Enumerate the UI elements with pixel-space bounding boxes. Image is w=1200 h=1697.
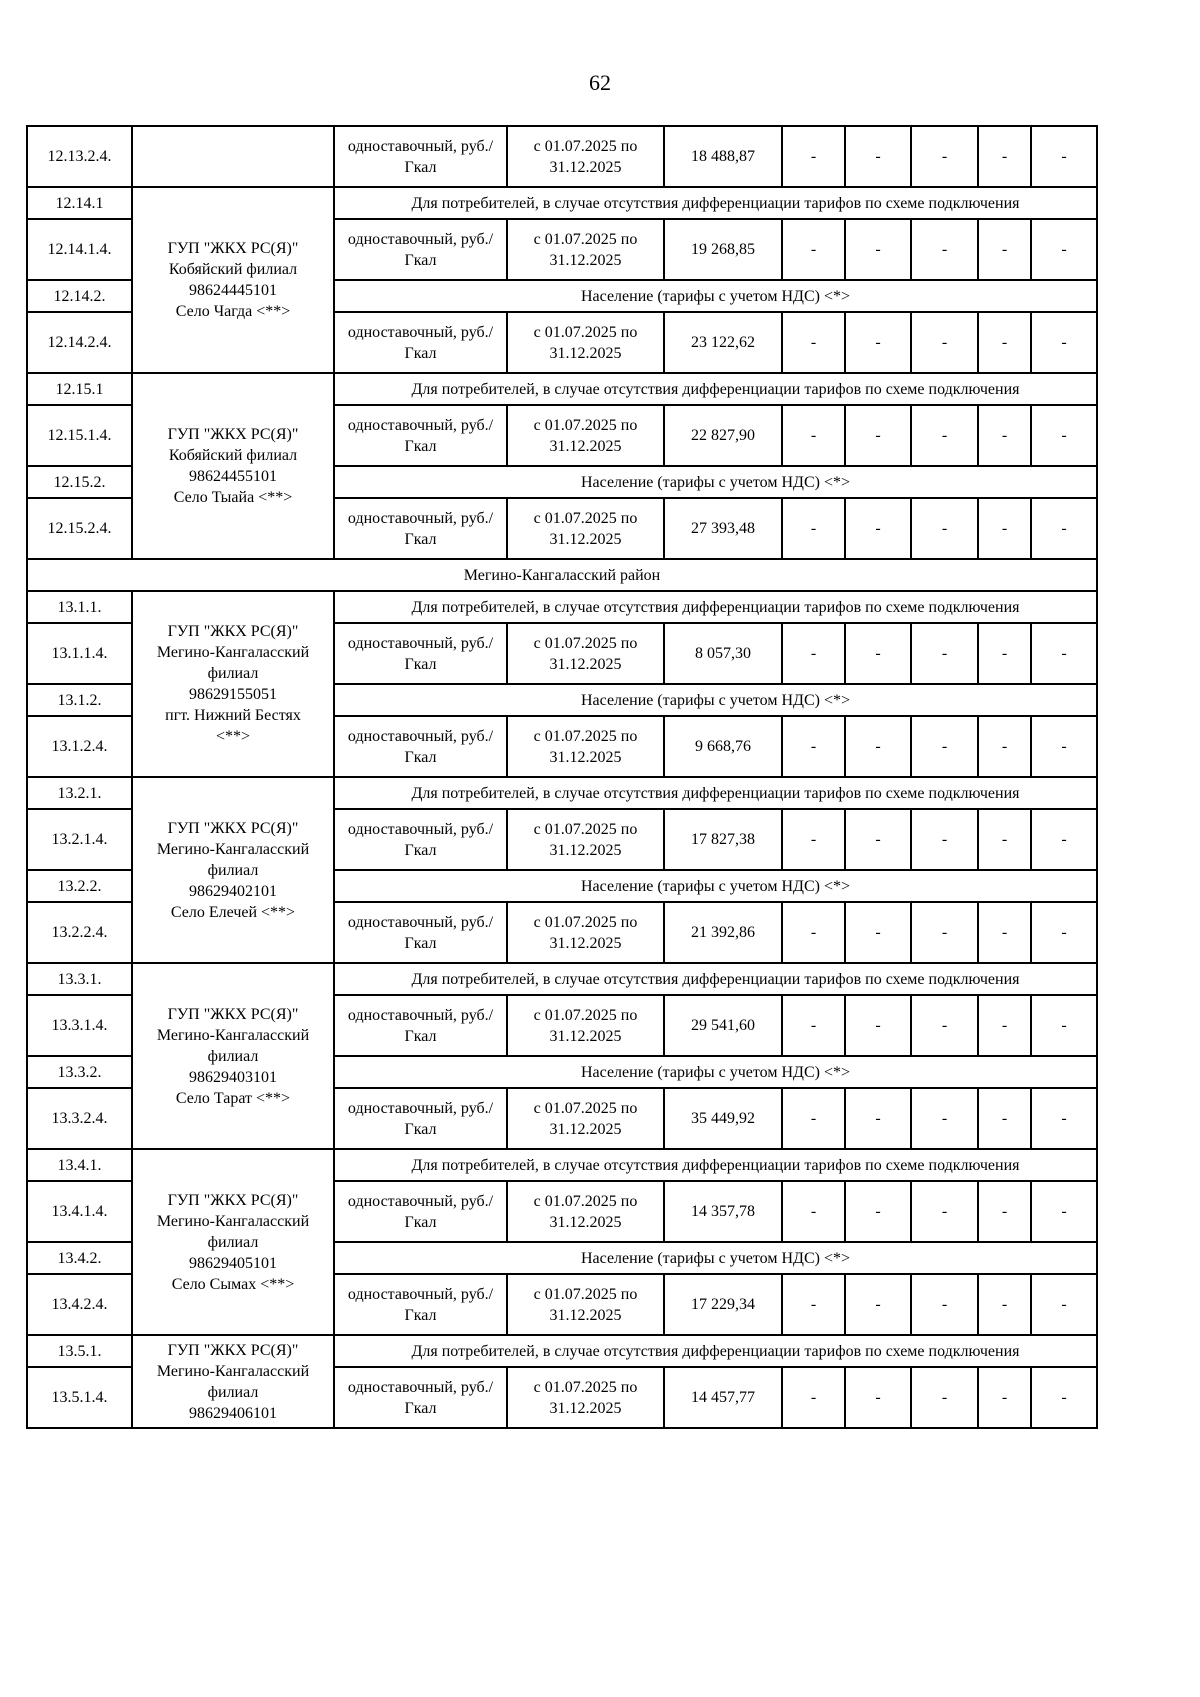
empty-value-cell: -	[782, 716, 845, 777]
tariff-period: с 01.07.2025 по 31.12.2025	[507, 809, 664, 870]
consumer-group-label: Для потребителей, в случае отсутствия дифференциации тарифов по схеме подключения	[334, 591, 1097, 623]
row-number: 13.2.2.4.	[27, 902, 132, 963]
empty-value-cell: -	[845, 1181, 911, 1242]
empty-value-cell: -	[911, 1367, 978, 1428]
row-number: 13.1.1.	[27, 591, 132, 623]
empty-value-cell: -	[911, 312, 978, 373]
tariff-type: одноставочный, руб./Гкал	[334, 498, 507, 559]
organization-line: 98624455101	[189, 468, 277, 485]
empty-value-cell: -	[978, 312, 1031, 373]
tariff-type: одноставочный, руб./Гкал	[334, 126, 507, 187]
organization-cell	[132, 126, 334, 187]
organization-cell	[132, 373, 334, 559]
consumer-group-label: Население (тарифы с учетом НДС) <*>	[334, 466, 1097, 498]
row-number: 12.15.1.4.	[27, 405, 132, 466]
organization-line: Село Сымах <**>	[171, 1275, 295, 1293]
empty-value-cell: -	[911, 1181, 978, 1242]
tariff-type: одноставочный, руб./Гкал	[334, 312, 507, 373]
organization-line: Мегино-Кангаласский	[156, 1212, 310, 1230]
row-number: 13.4.1.4.	[27, 1181, 132, 1242]
tariff-type: одноставочный, руб./Гкал	[334, 405, 507, 466]
tariff-value: 14 357,78	[664, 1181, 782, 1242]
tariff-period: с 01.07.2025 по 31.12.2025	[507, 995, 664, 1056]
tariff-table	[26, 125, 1098, 1429]
tariff-period: с 01.07.2025 по 31.12.2025	[507, 623, 664, 684]
empty-value-cell: -	[978, 405, 1031, 466]
consumer-group-label: Население (тарифы с учетом НДС) <*>	[334, 684, 1097, 716]
tariff-type: одноставочный, руб./Гкал	[334, 1274, 507, 1335]
organization-cell	[132, 1149, 334, 1335]
empty-value-cell: -	[845, 1274, 911, 1335]
empty-value-cell: -	[978, 716, 1031, 777]
organization-cell	[132, 1335, 334, 1428]
row-number: 13.2.1.	[27, 777, 132, 809]
tariff-period: с 01.07.2025 по 31.12.2025	[507, 1367, 664, 1428]
empty-value-cell: -	[845, 902, 911, 963]
row-number: 13.4.2.	[27, 1242, 132, 1274]
row-number: 13.4.1.	[27, 1149, 132, 1181]
organization-line: ГУП "ЖКХ РС(Я)"	[167, 1005, 299, 1023]
empty-value-cell: -	[1031, 1088, 1097, 1149]
group-header-row	[27, 963, 1097, 995]
consumer-group-label: Для потребителей, в случае отсутствия дифференциации тарифов по схеме подключения	[334, 1149, 1097, 1181]
empty-value-cell: -	[1031, 219, 1097, 280]
tariff-type: одноставочный, руб./Гкал	[334, 623, 507, 684]
organization-line: пгт. Нижний Бестях	[165, 707, 301, 724]
tariff-value: 8 057,30	[664, 623, 782, 684]
row-number: 12.14.2.4.	[27, 312, 132, 373]
empty-value-cell: -	[911, 405, 978, 466]
group-header-row	[27, 777, 1097, 809]
empty-value-cell: -	[782, 1367, 845, 1428]
empty-value-cell: -	[978, 902, 1031, 963]
consumer-group-label: Население (тарифы с учетом НДС) <*>	[334, 280, 1097, 312]
empty-value-cell: -	[978, 219, 1031, 280]
group-header-row	[27, 1335, 1097, 1367]
row-number: 13.1.2.4.	[27, 716, 132, 777]
consumer-group-label: Для потребителей, в случае отсутствия дифференциации тарифов по схеме подключения	[334, 1335, 1097, 1367]
tariff-type: одноставочный, руб./Гкал	[334, 1181, 507, 1242]
empty-value-cell: -	[1031, 1274, 1097, 1335]
tariff-period: с 01.07.2025 по 31.12.2025	[507, 1181, 664, 1242]
empty-value-cell: -	[1031, 1181, 1097, 1242]
empty-value-cell: -	[978, 1181, 1031, 1242]
organization-line: Село Елечей <**>	[170, 903, 296, 921]
row-number: 12.15.1	[27, 373, 132, 405]
tariff-value: 18 488,87	[664, 126, 782, 187]
group-header-row	[27, 373, 1097, 405]
empty-value-cell: -	[1031, 716, 1097, 777]
row-number: 13.3.2.	[27, 1056, 132, 1088]
organization-line: ГУП "ЖКХ РС(Я)"	[167, 1191, 299, 1209]
empty-value-cell: -	[978, 995, 1031, 1056]
organization-line: ГУП "ЖКХ РС(Я)"	[167, 240, 299, 257]
organization-line: Мегино-Кангаласский	[156, 1362, 310, 1380]
organization-line: ГУП "ЖКХ РС(Я)"	[167, 623, 299, 640]
empty-value-cell: -	[782, 312, 845, 373]
tariff-value: 29 541,60	[664, 995, 782, 1056]
empty-value-cell: -	[845, 995, 911, 1056]
consumer-group-label: Население (тарифы с учетом НДС) <*>	[334, 1056, 1097, 1088]
row-number: 13.1.2.	[27, 684, 132, 716]
organization-line: Мегино-Кангаласский	[156, 644, 310, 661]
tariff-type: одноставочный, руб./Гкал	[334, 902, 507, 963]
empty-value-cell: -	[1031, 902, 1097, 963]
tariff-type: одноставочный, руб./Гкал	[334, 809, 507, 870]
organization-line: филиал	[207, 1047, 259, 1065]
tariff-period: с 01.07.2025 по 31.12.2025	[507, 219, 664, 280]
consumer-group-label: Для потребителей, в случае отсутствия дифференциации тарифов по схеме подключения	[334, 777, 1097, 809]
organization-line: ГУП "ЖКХ РС(Я)"	[167, 1341, 299, 1359]
tariff-period: с 01.07.2025 по 31.12.2025	[507, 498, 664, 559]
row-number: 12.14.1.4.	[27, 219, 132, 280]
tariff-type: одноставочный, руб./Гкал	[334, 995, 507, 1056]
organization-line: Кобяйский филиал	[168, 261, 298, 278]
organization-line: ГУП "ЖКХ РС(Я)"	[167, 426, 299, 443]
empty-value-cell: -	[845, 809, 911, 870]
row-number: 13.3.1.	[27, 963, 132, 995]
row-number: 12.14.2.	[27, 280, 132, 312]
row-number: 13.3.1.4.	[27, 995, 132, 1056]
empty-value-cell: -	[1031, 995, 1097, 1056]
empty-value-cell: -	[782, 995, 845, 1056]
row-number: 12.15.2.4.	[27, 498, 132, 559]
tariff-value: 14 457,77	[664, 1367, 782, 1428]
organization-line: Село Чагда <**>	[175, 303, 291, 320]
tariff-value: 19 268,85	[664, 219, 782, 280]
district-header: Мегино-Кангаласский район	[27, 559, 1097, 591]
consumer-group-label: Население (тарифы с учетом НДС) <*>	[334, 1242, 1097, 1274]
empty-value-cell: -	[1031, 312, 1097, 373]
empty-value-cell: -	[782, 1088, 845, 1149]
row-number: 13.2.1.4.	[27, 809, 132, 870]
row-number: 12.15.2.	[27, 466, 132, 498]
tariff-value: 35 449,92	[664, 1088, 782, 1149]
organization-cell	[132, 777, 334, 963]
empty-value-cell: -	[1031, 498, 1097, 559]
empty-value-cell: -	[978, 126, 1031, 187]
row-number: 13.1.1.4.	[27, 623, 132, 684]
empty-value-cell: -	[782, 498, 845, 559]
group-header-row	[27, 591, 1097, 623]
empty-value-cell: -	[845, 312, 911, 373]
organization-line: Мегино-Кангаласский	[156, 840, 310, 858]
empty-value-cell: -	[978, 1367, 1031, 1428]
empty-value-cell: -	[1031, 126, 1097, 187]
organization-line: Село Тыайа <**>	[173, 489, 293, 506]
empty-value-cell: -	[845, 498, 911, 559]
tariff-type: одноставочный, руб./Гкал	[334, 716, 507, 777]
organization-cell	[132, 963, 334, 1149]
section-row	[27, 559, 1097, 591]
empty-value-cell: -	[782, 219, 845, 280]
empty-value-cell: -	[911, 1088, 978, 1149]
empty-value-cell: -	[911, 809, 978, 870]
organization-line: ГУП "ЖКХ РС(Я)"	[167, 819, 299, 837]
empty-value-cell: -	[782, 902, 845, 963]
organization-line: филиал	[207, 665, 259, 682]
empty-value-cell: -	[782, 1181, 845, 1242]
tariff-value: 17 229,34	[664, 1274, 782, 1335]
group-header-row	[27, 1149, 1097, 1181]
empty-value-cell: -	[911, 716, 978, 777]
empty-value-cell: -	[1031, 405, 1097, 466]
empty-value-cell: -	[911, 126, 978, 187]
tariff-type: одноставочный, руб./Гкал	[334, 1088, 507, 1149]
consumer-group-label: Для потребителей, в случае отсутствия дифференциации тарифов по схеме подключения	[334, 373, 1097, 405]
empty-value-cell: -	[782, 1274, 845, 1335]
empty-value-cell: -	[845, 716, 911, 777]
empty-value-cell: -	[911, 995, 978, 1056]
tariff-period: с 01.07.2025 по 31.12.2025	[507, 716, 664, 777]
empty-value-cell: -	[845, 405, 911, 466]
organization-line: 98629403101	[189, 1068, 277, 1086]
organization-line: филиал	[207, 1383, 259, 1401]
empty-value-cell: -	[911, 498, 978, 559]
empty-value-cell: -	[1031, 809, 1097, 870]
empty-value-cell: -	[782, 809, 845, 870]
empty-value-cell: -	[845, 219, 911, 280]
row-number: 13.2.2.	[27, 870, 132, 902]
organization-line: 98629406101	[189, 1404, 277, 1422]
empty-value-cell: -	[978, 498, 1031, 559]
organization-line: 98629402101	[189, 882, 277, 900]
tariff-value: 17 827,38	[664, 809, 782, 870]
empty-value-cell: -	[845, 623, 911, 684]
organization-cell	[132, 591, 334, 777]
tariff-period: с 01.07.2025 по 31.12.2025	[507, 1274, 664, 1335]
empty-value-cell: -	[911, 1274, 978, 1335]
tariff-value: 27 393,48	[664, 498, 782, 559]
empty-value-cell: -	[845, 1367, 911, 1428]
empty-value-cell: -	[978, 1274, 1031, 1335]
group-header-row	[27, 187, 1097, 219]
row-number: 12.13.2.4.	[27, 126, 132, 187]
organization-line: филиал	[207, 1233, 259, 1251]
empty-value-cell: -	[911, 623, 978, 684]
organization-line: Село Тарат <**>	[175, 1089, 291, 1107]
empty-value-cell: -	[1031, 623, 1097, 684]
table-row	[27, 126, 1097, 187]
page-number: 62	[589, 70, 611, 95]
row-number: 13.3.2.4.	[27, 1088, 132, 1149]
empty-value-cell: -	[782, 405, 845, 466]
row-number: 13.5.1.4.	[27, 1367, 132, 1428]
organization-line: 98624445101	[189, 282, 277, 299]
empty-value-cell: -	[911, 219, 978, 280]
tariff-period: с 01.07.2025 по 31.12.2025	[507, 902, 664, 963]
tariff-value: 22 827,90	[664, 405, 782, 466]
row-number: 12.14.1	[27, 187, 132, 219]
consumer-group-label: Население (тарифы с учетом НДС) <*>	[334, 870, 1097, 902]
consumer-group-label: Для потребителей, в случае отсутствия дифференциации тарифов по схеме подключения	[334, 187, 1097, 219]
organization-line: 98629155051	[189, 686, 277, 703]
empty-value-cell: -	[782, 623, 845, 684]
tariff-period: с 01.07.2025 по 31.12.2025	[507, 312, 664, 373]
empty-value-cell: -	[978, 623, 1031, 684]
tariff-type: одноставочный, руб./Гкал	[334, 219, 507, 280]
tariff-period: с 01.07.2025 по 31.12.2025	[507, 126, 664, 187]
tariff-period: с 01.07.2025 по 31.12.2025	[507, 405, 664, 466]
organization-line: филиал	[207, 861, 259, 879]
empty-value-cell: -	[782, 126, 845, 187]
tariff-value: 23 122,62	[664, 312, 782, 373]
empty-value-cell: -	[978, 1088, 1031, 1149]
organization-line: 98629405101	[189, 1254, 277, 1272]
tariff-value: 9 668,76	[664, 716, 782, 777]
consumer-group-label: Для потребителей, в случае отсутствия дифференциации тарифов по схеме подключения	[334, 963, 1097, 995]
tariff-table-body	[27, 126, 1097, 1428]
empty-value-cell: -	[1031, 1367, 1097, 1428]
tariff-value: 21 392,86	[664, 902, 782, 963]
row-number: 13.4.2.4.	[27, 1274, 132, 1335]
organization-line: <**>	[215, 728, 251, 745]
organization-line: Кобяйский филиал	[168, 447, 298, 464]
tariff-type: одноставочный, руб./Гкал	[334, 1367, 507, 1428]
organization-line: Мегино-Кангаласский	[156, 1026, 310, 1044]
tariff-period: с 01.07.2025 по 31.12.2025	[507, 1088, 664, 1149]
empty-value-cell: -	[845, 126, 911, 187]
organization-cell	[132, 187, 334, 373]
empty-value-cell: -	[911, 902, 978, 963]
empty-value-cell: -	[845, 1088, 911, 1149]
row-number: 13.5.1.	[27, 1335, 132, 1367]
empty-value-cell: -	[978, 809, 1031, 870]
